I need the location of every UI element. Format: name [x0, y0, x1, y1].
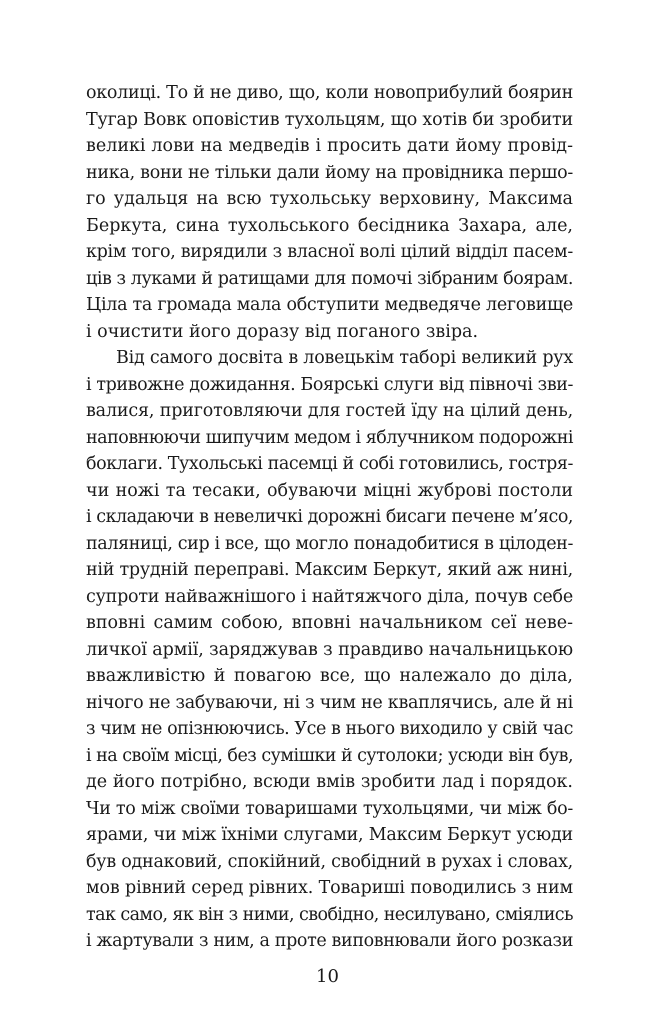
- text-line: Ціла та громада мала обступити медведяче леговище: [86, 295, 573, 315]
- text-line: ярами, чи між їхніми слугами, Максим Беркут усюди: [86, 825, 573, 845]
- text-line: з чим не опізнюючись. Усе в нього виходило у свій час: [86, 719, 573, 739]
- text-line: валися, приготовляючи для гостей їду на цілий день,: [86, 401, 573, 421]
- text-line: крім того, вирядили з власної волі цілий відділ пасем-: [86, 242, 573, 262]
- text-line: вважливістю й повагою все, що належало до діла,: [86, 666, 573, 686]
- text-line: і складаючи в невеличкі дорожні бисаги печене м’ясо,: [86, 507, 573, 527]
- text-line: вповні самим собою, вповні начальником сеї неве-: [86, 613, 573, 633]
- text-line: го удальця на всю тухольську верховину, Максима: [86, 189, 573, 209]
- text-line: околиці. То й не диво, що, коли новоприбулий боярин: [86, 83, 573, 103]
- page-number: 10: [316, 966, 339, 987]
- text-line: і очистити його доразу від поганого звіра.: [86, 321, 479, 342]
- text-line: і на своїм місці, без сумішки й сутолоки; усюди він був,: [86, 745, 573, 766]
- text-line: Від самого досвіта в ловецькім таборі великий рух: [116, 348, 573, 368]
- text-line: личкої армії, заряджував з правдиво начальницькою: [86, 639, 573, 660]
- text-line: і жартували з ним, а проте виповнювали його розкази: [86, 931, 573, 951]
- text-line: Тугар Вовк оповістив тухольцям, що хотів би зробити: [86, 109, 573, 130]
- page-body: [86, 80, 573, 955]
- text-line: нічого не забуваючи, ні з чим не кваплячись, але й ні: [86, 692, 573, 713]
- text-line: і тривожне дожидання. Боярські слуги від півночі зви-: [86, 374, 573, 395]
- text-line: ній трудній переправі. Максим Беркут, який аж нині,: [86, 560, 573, 580]
- text-line: наповнюючи шипучим медом і яблучником подорожні: [86, 427, 574, 448]
- text-line: ців з луками й ратищами для помочі зібраним боярам.: [86, 268, 573, 289]
- text-line: так само, як він з ними, свобідно, несилувано, сміялись: [86, 904, 573, 925]
- text-line: був однаковий, спокійний, свобідний в рухах і словах,: [86, 851, 573, 872]
- text-line: Беркута, сина тухольського бесідника Захара, але,: [86, 215, 573, 236]
- text-line: мов рівний серед рівних. Товариші поводились з ним: [86, 878, 573, 898]
- text-line: Чи то між своїми товаришами тухольцями, чи між бо-: [86, 798, 573, 819]
- paragraph-1: [86, 80, 573, 345]
- text-line: чи ножі та тесаки, обуваючи міцні жуброві постоли: [86, 480, 573, 501]
- text-line: паляниці, сир і все, що могло понадобитися в цілоден-: [86, 533, 573, 554]
- text-line: ника, вони не тільки дали йому на провідника першо-: [86, 162, 574, 183]
- text-line: де його потрібно, всюди вмів зробити лад і порядок.: [86, 772, 573, 792]
- text-line: супроти найважнішого і найтяжчого діла, почув себе: [86, 586, 573, 607]
- paragraph-2: [86, 345, 573, 955]
- text-line: боклаги. Тухольські пасемці й собі готовились, гостря-: [86, 454, 573, 474]
- text-line: великі лови на медведів і просить дати йому провід-: [86, 136, 573, 156]
